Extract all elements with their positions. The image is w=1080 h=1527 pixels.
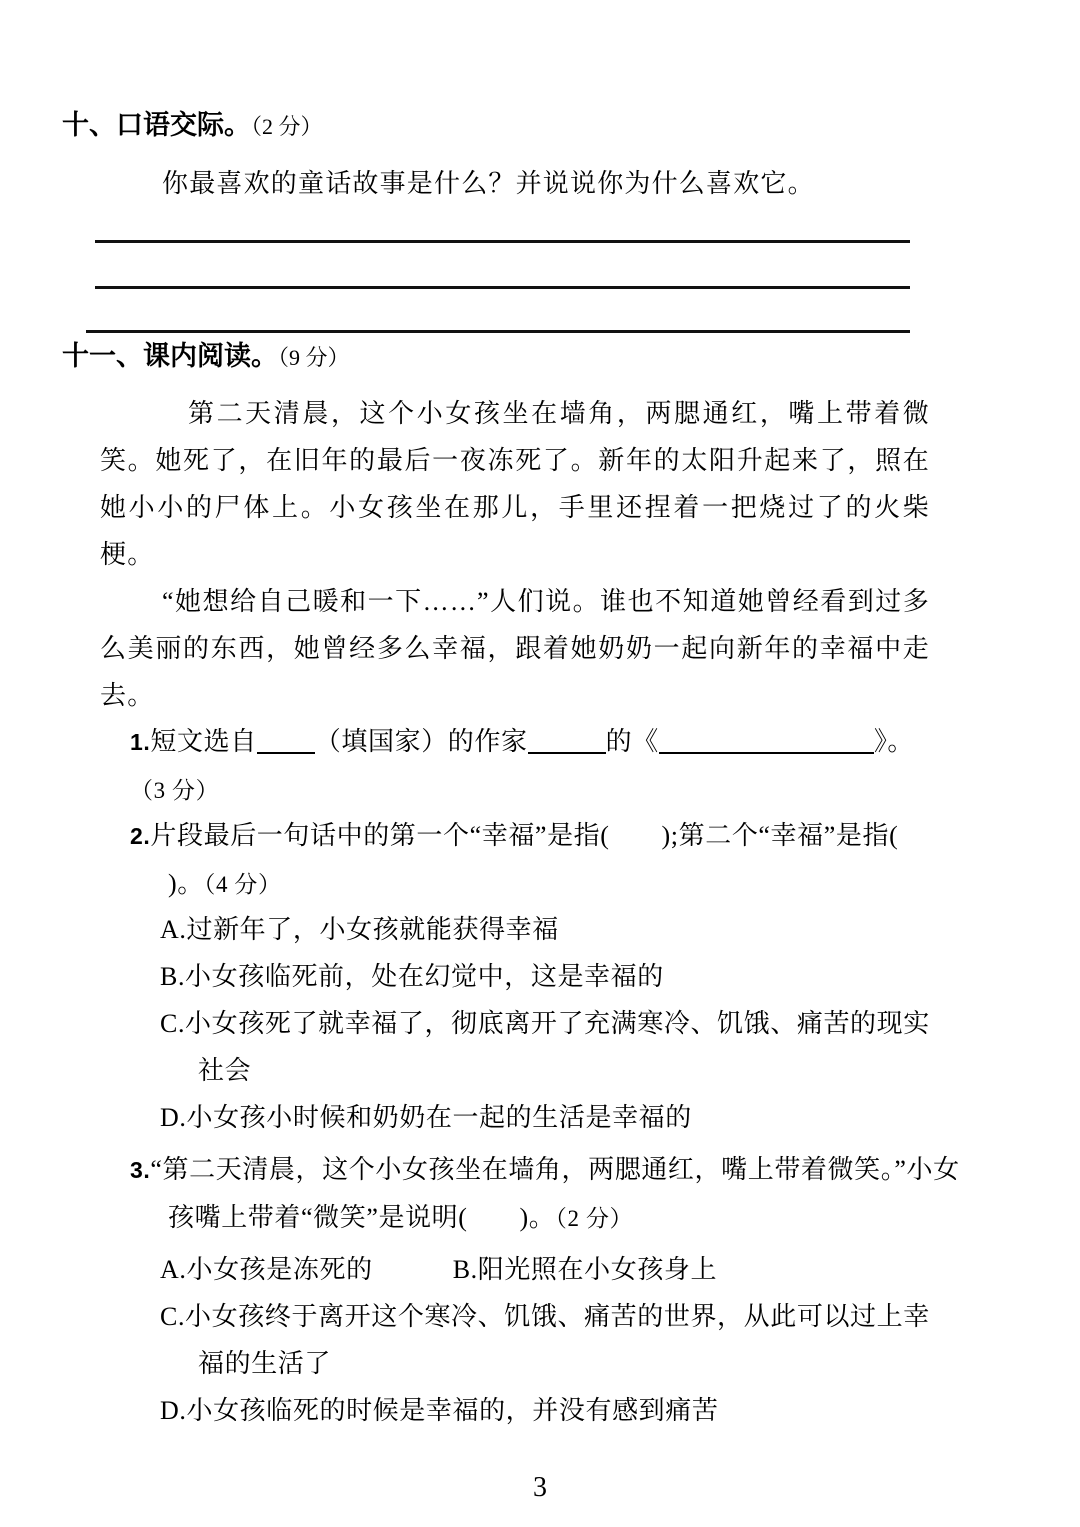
- question-3-stem-part1: “第二天清晨，这个小女孩坐在墙角，两腮通红，嘴上带着微笑。”小女孩嘴上带着“微笑”是说明(: [150, 1155, 960, 1232]
- option-text: 小女孩死了就幸福了，彻底离开了充满寒冷、饥饿、痛苦的现实社会: [185, 1009, 930, 1085]
- question-3-stem: [130, 1146, 960, 1242]
- option-letter: A.: [160, 1255, 187, 1284]
- section-heading-eleven: [62, 343, 350, 370]
- question-2-options: [160, 906, 950, 1141]
- question-1-number: 1.: [130, 729, 151, 755]
- section-ten-points: （2 分）: [251, 114, 323, 139]
- option-text: 小女孩终于离开这个寒冷、饥饿、痛苦的世界，从此可以过上幸福的生活了: [185, 1302, 930, 1378]
- answer-line-2[interactable]: [95, 286, 910, 289]
- option-row[interactable]: [160, 1000, 950, 1094]
- question-1-points: （3 分）: [130, 778, 220, 803]
- option-text: 小女孩小时候和奶奶在一起的生活是幸福的: [186, 1103, 692, 1132]
- answer-line-1[interactable]: [95, 240, 910, 243]
- question-1-text-2: （填国家）的作家: [314, 727, 528, 756]
- question-3-options: [160, 1246, 950, 1434]
- passage-paragraph-2: “她想给自己暖和一下……”人们说。谁也不知道她曾经看到过多么美丽的东西，她曾经多么幸福，跟着她奶奶一起向新年的幸福中走去。: [100, 587, 930, 710]
- section-ten-prompt: 你最喜欢的童话故事是什么？并说说你为什么喜欢它。: [162, 169, 815, 198]
- question-1-text-3: 的《: [605, 727, 659, 756]
- option-text: 小女孩临死的时候是幸福的，并没有感到痛苦: [186, 1396, 719, 1425]
- section-ten-label: 十、口语交际。: [62, 110, 251, 140]
- option-letter: C.: [160, 1009, 186, 1038]
- option-letter: B.: [452, 1255, 478, 1284]
- question-3: [130, 1146, 960, 1242]
- question-1: [130, 718, 960, 814]
- option-row[interactable]: [160, 1387, 950, 1434]
- option-letter: A.: [160, 915, 187, 944]
- question-2-number: 2.: [130, 823, 151, 849]
- question-1-blank-country[interactable]: [257, 728, 315, 754]
- option-row-ab[interactable]: [160, 1246, 950, 1293]
- page-number: 3: [533, 1472, 547, 1503]
- option-letter: C.: [160, 1302, 186, 1331]
- passage-paragraph-1: 第二天清晨，这个小女孩坐在墙角，两腮通红，嘴上带着微笑。她死了，在旧年的最后一夜冻死了。新年的太阳升起来了，照在她小小的尸体上。小女孩坐在那儿，手里还捏着一把烧过了的火柴梗。: [100, 399, 930, 569]
- question-1-blank-author[interactable]: [528, 728, 606, 754]
- option-text: 小女孩临死前，处在幻觉中，这是幸福的: [185, 962, 664, 991]
- option-letter: D.: [160, 1103, 187, 1132]
- question-3-stem-part2: )。: [519, 1203, 556, 1232]
- question-3-number: 3.: [130, 1157, 151, 1183]
- question-2-stem-part1: 片段最后一句话中的第一个“幸福”是指(: [150, 821, 610, 850]
- reading-passage: [100, 390, 930, 719]
- question-2-points: （4 分）: [203, 872, 282, 897]
- option-b-group[interactable]: [452, 1246, 718, 1293]
- option-text: 阳光照在小女孩身上: [477, 1255, 718, 1284]
- option-row[interactable]: [160, 906, 950, 953]
- section-eleven-points: （9 分）: [278, 345, 350, 370]
- question-3-points: （2 分）: [555, 1206, 634, 1231]
- section-heading-ten: [62, 112, 323, 139]
- section-ten-prompt-block: [100, 160, 930, 207]
- question-1-line: [130, 718, 960, 766]
- option-letter: B.: [160, 962, 186, 991]
- question-2-stem: [130, 812, 960, 908]
- option-text: 过新年了，小女孩就能获得幸福: [186, 915, 559, 944]
- option-row[interactable]: [160, 1293, 950, 1387]
- option-text: 小女孩是冻死的: [186, 1255, 373, 1284]
- question-1-points-line: [130, 766, 960, 814]
- question-2-stem-part3: )。: [168, 869, 204, 898]
- question-2: [130, 812, 960, 908]
- question-1-text-1: 短文选自: [150, 727, 257, 756]
- question-2-stem-part2: );第二个“幸福”是指(: [661, 821, 899, 850]
- option-letter: D.: [160, 1396, 187, 1425]
- section-eleven-label: 十一、课内阅读。: [62, 341, 278, 371]
- option-row[interactable]: [160, 953, 950, 1000]
- answer-line-3[interactable]: [86, 330, 910, 333]
- question-1-blank-title[interactable]: [659, 728, 874, 754]
- question-1-text-4: 》。: [873, 727, 915, 756]
- option-row[interactable]: [160, 1094, 950, 1141]
